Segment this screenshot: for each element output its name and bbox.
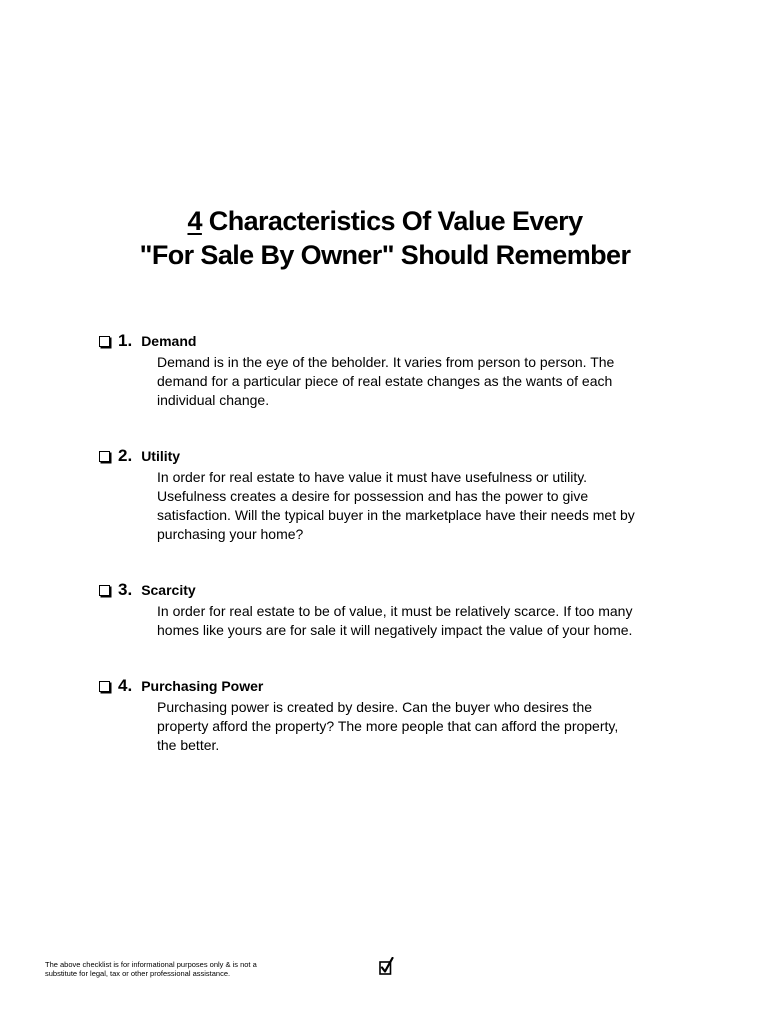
item-label: Demand — [141, 333, 197, 349]
title-line-1-text: Characteristics Of Value Every — [201, 206, 583, 236]
description-line: Usefulness creates a desire for possession and has the power to give — [157, 488, 589, 504]
item-label: Scarcity — [141, 582, 196, 598]
checked-box-icon — [379, 957, 394, 976]
description-line: individual change. — [157, 392, 270, 408]
checkbox-icon[interactable] — [99, 585, 110, 596]
item-description — [157, 468, 677, 544]
checklist-item-purchasing-power — [99, 676, 699, 755]
description-line: satisfaction. Will the typical buyer in the marketplace have their needs met by — [157, 507, 635, 523]
item-number: 3. — [118, 580, 133, 599]
checklist-item-utility — [99, 446, 699, 544]
checklist-item-demand — [99, 331, 699, 410]
checklist-item-header — [99, 580, 699, 602]
description-line: homes like yours are for sale it will negatively impact the value of your home. — [157, 622, 633, 638]
item-description — [157, 698, 677, 755]
title-line-2: "For Sale By Owner" Should Remember — [139, 240, 631, 270]
disclaimer-line: The above checklist is for informational purposes only & is not a — [45, 960, 257, 969]
description-line: In order for real estate to be of value, it must be relatively scarce. If too many — [157, 603, 633, 619]
item-label: Utility — [141, 448, 181, 464]
item-number: 2. — [118, 446, 133, 465]
disclaimer — [45, 960, 305, 978]
disclaimer-line: substitute for legal, tax or other professional assistance. — [45, 969, 231, 978]
title-number: 4 — [187, 206, 202, 236]
item-label: Purchasing Power — [141, 678, 264, 694]
item-description — [157, 602, 677, 640]
item-description — [157, 353, 677, 410]
description-line: Demand is in the eye of the beholder. It varies from person to person. The — [157, 354, 615, 370]
item-number: 1. — [118, 331, 133, 350]
page-title — [0, 204, 770, 272]
description-line: purchasing your home? — [157, 526, 304, 542]
description-line: In order for real estate to have value it must have usefulness or utility. — [157, 469, 588, 485]
checkbox-icon[interactable] — [99, 451, 110, 462]
checklist-item-scarcity — [99, 580, 699, 640]
checkbox-icon[interactable] — [99, 336, 110, 347]
checklist-item-header — [99, 446, 699, 468]
item-number: 4. — [118, 676, 133, 695]
description-line: property afford the property? The more people that can afford the property, — [157, 718, 619, 734]
title-line-1 — [0, 204, 770, 238]
checkbox-icon[interactable] — [99, 681, 110, 692]
description-line: the better. — [157, 737, 220, 753]
description-line: demand for a particular piece of real estate changes as the wants of each — [157, 373, 613, 389]
checklist-item-header — [99, 331, 699, 353]
checklist-item-header — [99, 676, 699, 698]
description-line: Purchasing power is created by desire. Can the buyer who desires the — [157, 699, 593, 715]
